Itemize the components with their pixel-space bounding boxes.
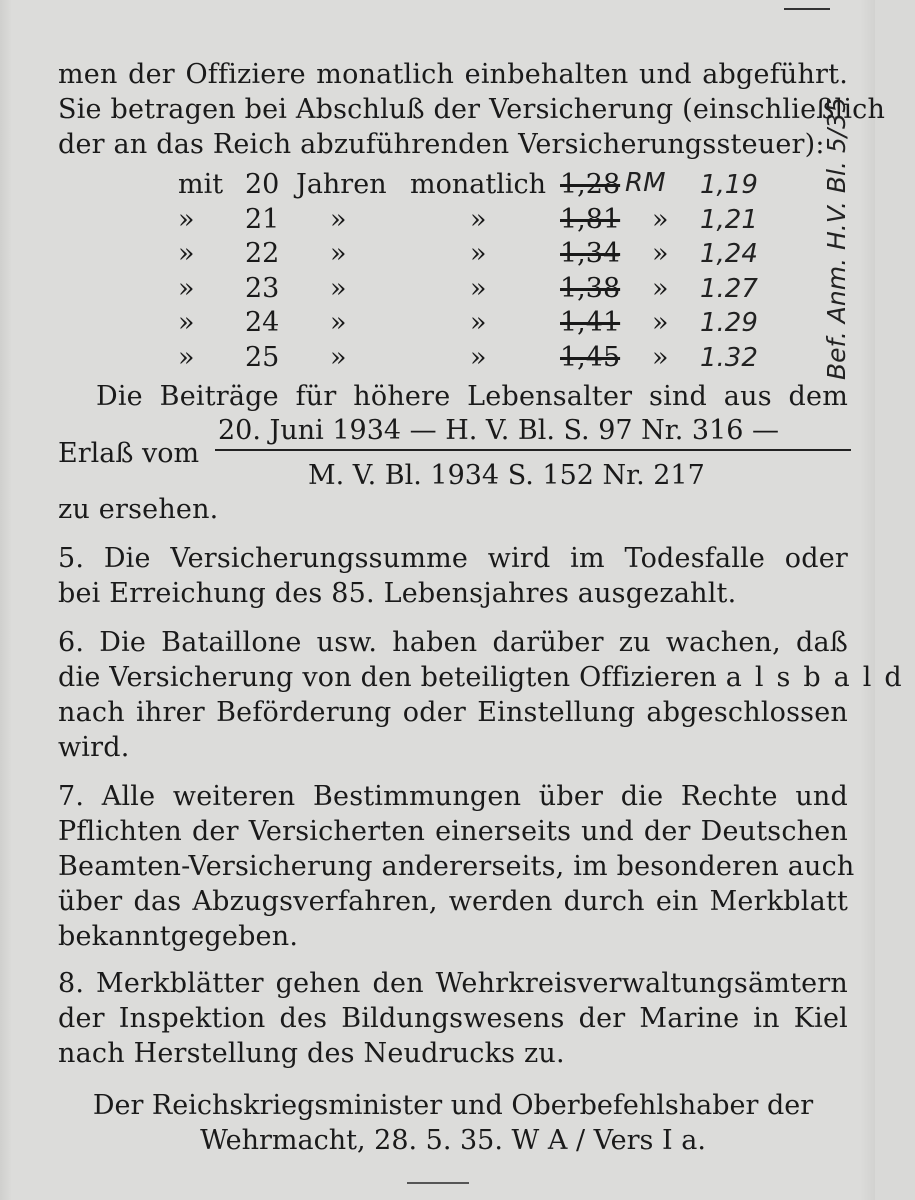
handwritten-margin-note: Bef. Anm. H.V. Bl. 5/35 [822, 97, 851, 380]
rate-frequency-ditto: » [470, 307, 487, 338]
rate-currency: » [652, 307, 669, 338]
rate-new-value-handwritten: 1,21 [700, 204, 758, 235]
alsbald-spaced: alsbald [725, 662, 915, 693]
bottom-rule [407, 1182, 469, 1184]
rate-age: 21 [245, 203, 280, 235]
higher-ages-tail: zu ersehen. [58, 494, 219, 525]
item6-line-2 [58, 661, 915, 695]
rate-new-value-handwritten: 1.29 [700, 308, 758, 338]
rate-new-value-handwritten: 1,19 [700, 170, 758, 200]
rate-currency: » [652, 238, 669, 269]
rate-frequency-ditto: » [470, 203, 487, 235]
rate-unit-ditto: » [330, 307, 347, 338]
rate-age: 23 [245, 272, 280, 304]
rate-frequency-ditto: » [470, 238, 487, 269]
rate-old-value-struck: 1,45 [560, 341, 621, 373]
item7-line-2: Pflichten der Versicherten einerseits und der Deutschen [58, 816, 848, 847]
rate-unit-ditto: » [330, 238, 347, 269]
rate-old-value-struck: 1,34 [560, 238, 621, 269]
rate-old-value-struck: 1,38 [560, 272, 621, 304]
rate-prefix: mit [178, 169, 224, 200]
rate-currency: » [652, 272, 669, 304]
rate-old-value-struck: 1,41 [560, 307, 621, 338]
erlass-denominator: M. V. Bl. 1934 S. 152 Nr. 217 [308, 460, 705, 491]
higher-ages-line: Die Beiträge für höhere Lebensalter sind aus dem [96, 381, 848, 412]
item6-line-1: 6. Die Bataillone usw. haben darüber zu wachen, daß [58, 627, 848, 658]
rate-unit-ditto: » [330, 272, 347, 304]
rate-age: 25 [245, 341, 280, 373]
rate-unit-ditto: » [330, 341, 347, 373]
signature-line-2: Wehrmacht, 28. 5. 35. W A / Vers I a. [200, 1125, 706, 1156]
item7-line-1: 7. Alle weiteren Bestimmungen über die Rechte und [58, 781, 848, 812]
erlass-label: Erlaß vom [58, 438, 200, 469]
rate-age: 24 [245, 307, 280, 338]
rate-currency: » [652, 203, 669, 235]
rate-old-value-struck: 1,81 [560, 203, 621, 235]
fraction-rule [215, 449, 851, 451]
item7-line-5: bekanntgegeben. [58, 921, 299, 952]
item7-line-4: über das Abzugsverfahren, werden durch ein Merkblatt [58, 886, 848, 917]
rate-age: 20 [245, 169, 280, 200]
item5-line-1: 5. Die Versicherungssumme wird im Todesfalle oder [58, 543, 848, 574]
top-rule [784, 8, 830, 10]
rate-currency: » [652, 341, 669, 373]
rate-new-value-handwritten: 1.27 [700, 273, 758, 304]
rate-prefix: » [178, 341, 195, 373]
rate-new-value-handwritten: 1.32 [700, 342, 758, 373]
item5-line-2: bei Erreichung des 85. Lebensjahres ausgezahlt. [58, 578, 737, 609]
rate-prefix: » [178, 307, 195, 338]
intro-line-3: der an das Reich abzuführenden Versicherungssteuer): [58, 129, 825, 160]
item6-line-4: wird. [58, 732, 130, 763]
rate-prefix: » [178, 272, 195, 304]
item8-line-3: nach Herstellung des Neudrucks zu. [58, 1038, 565, 1069]
rate-frequency: monatlich [410, 169, 546, 200]
item6-line-3: nach ihrer Beförderung oder Einstellung abgeschlossen [58, 697, 848, 728]
rate-frequency-ditto: » [470, 272, 487, 304]
rate-unit-ditto: » [330, 203, 347, 235]
item8-line-1: 8. Merkblätter gehen den Wehrkreisverwaltungsämtern [58, 968, 848, 999]
rate-prefix: » [178, 238, 195, 269]
intro-line-1: men der Offiziere monatlich einbehalten und abgeführt. [58, 59, 848, 90]
rate-new-value-handwritten: 1,24 [700, 239, 758, 269]
rate-unit: Jahren [296, 169, 387, 200]
item7-line-3: Beamten-Versicherung andererseits, im besonderen auch [58, 851, 855, 882]
item8-line-2: der Inspektion des Bildungswesens der Marine in Kiel [58, 1003, 848, 1034]
erlass-numerator: 20. Juni 1934 — H. V. Bl. S. 97 Nr. 316 — [218, 415, 780, 446]
signature-line-1: Der Reichskriegsminister und Oberbefehlshaber der [92, 1090, 814, 1121]
item6-line-2-text: die Versicherung von den beteiligten Offizieren [58, 662, 717, 693]
rate-prefix: » [178, 203, 195, 235]
rate-age: 22 [245, 238, 280, 269]
rate-old-value-struck: 1,28 [560, 169, 621, 200]
rate-frequency-ditto: » [470, 341, 487, 373]
intro-line-2: Sie betragen bei Abschluß der Versicherung (einschließlich [58, 94, 886, 125]
rate-currency: RM [625, 168, 666, 198]
